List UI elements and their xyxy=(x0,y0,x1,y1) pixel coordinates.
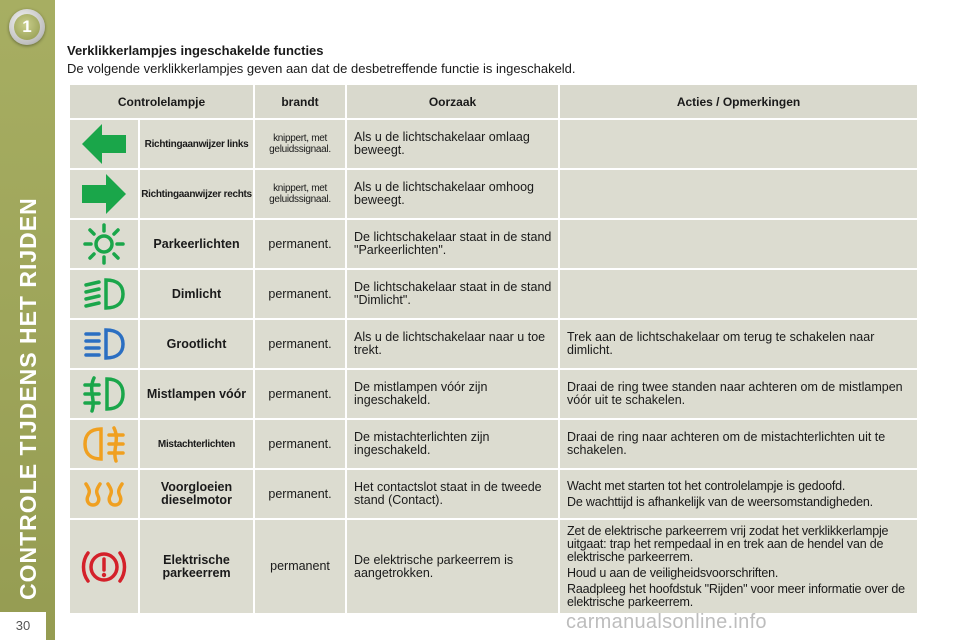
lamp-state: knippert, met geluidssignaal. xyxy=(255,170,345,218)
lamp-icon-cell xyxy=(70,370,138,418)
table-row xyxy=(70,370,917,418)
lamp-actions xyxy=(560,170,917,218)
lamp-icon-cell xyxy=(70,420,138,468)
lamp-name: Grootlicht xyxy=(140,320,253,368)
lamp-name: Mistlampen vóór xyxy=(140,370,253,418)
action-text: Draai de ring naar achteren om de mistachterlichten uit te schakelen. xyxy=(567,430,886,457)
table-row xyxy=(70,220,917,268)
chapter-badge xyxy=(9,9,45,45)
table-row xyxy=(70,120,917,168)
action-text: Wacht met starten tot het controlelampje is gedoofd. xyxy=(567,478,846,493)
lamp-cause: De mistlampen vóór zijn ingeschakeld. xyxy=(347,370,558,418)
lamp-icon-cell xyxy=(70,170,138,218)
lamp-actions xyxy=(560,520,917,613)
chapter-sidebar xyxy=(0,0,55,640)
lamp-state: permanent. xyxy=(255,420,345,468)
lamp-state: permanent. xyxy=(255,270,345,318)
lamp-cause: De elektrische parkeerrem is aangetrokken. xyxy=(347,520,558,613)
lamp-name: Richtingaanwijzer links xyxy=(140,120,253,168)
lamp-name: Voorgloeien dieselmotor xyxy=(140,470,253,518)
lamp-state: permanent. xyxy=(255,370,345,418)
lamp-name: Elektrische parkeerrem xyxy=(140,520,253,613)
lamp-actions xyxy=(560,370,917,418)
action-text: De wachttijd is afhankelijk van de weersomstandigheden. xyxy=(567,494,873,509)
column-header-cause: Oorzaak xyxy=(347,85,558,118)
table-row xyxy=(70,270,917,318)
lamp-actions xyxy=(560,320,917,368)
table-row xyxy=(70,520,917,613)
action-text: Zet de elektrische parkeerrem vrij zodat het verklikkerlampje uitgaat: trap het rempedaal in en trek aan de hendel van de elektrische parkeerrem. xyxy=(567,523,889,564)
lamp-state: permanent xyxy=(255,520,345,613)
lamp-icon-cell xyxy=(70,320,138,368)
lamp-name: Dimlicht xyxy=(140,270,253,318)
front-fog-light-icon xyxy=(82,375,126,413)
lamp-icon-cell xyxy=(70,220,138,268)
watermark: carmanualsonline.info xyxy=(566,611,767,633)
table-row xyxy=(70,320,917,368)
main-beam-icon xyxy=(82,326,126,362)
section-intro: De volgende verklikkerlampjes geven aan dat de desbetreffende functie is ingeschakeld. xyxy=(67,61,576,76)
left-turn-arrow-icon xyxy=(80,122,128,166)
chapter-number: 1 xyxy=(14,14,40,40)
lamp-name: Mistachterlichten xyxy=(140,420,253,468)
section-title: Verklikkerlampjes ingeschakelde functies xyxy=(67,43,324,58)
column-header-lamp: Controlelampje xyxy=(70,85,253,118)
lamp-icon-cell xyxy=(70,270,138,318)
page-number: 30 xyxy=(0,612,46,640)
action-text: Trek aan de lichtschakelaar om terug te schakelen naar dimlicht. xyxy=(567,330,875,357)
parking-light-icon xyxy=(82,222,126,266)
table-header-row xyxy=(70,85,917,118)
lamp-actions xyxy=(560,270,917,318)
lamp-actions xyxy=(560,420,917,468)
table-row xyxy=(70,170,917,218)
lamp-name: Parkeerlichten xyxy=(140,220,253,268)
dipped-beam-icon xyxy=(82,276,126,312)
lamp-cause: Als u de lichtschakelaar omhoog beweegt. xyxy=(347,170,558,218)
lamp-name: Richtingaanwijzer rechts xyxy=(140,170,253,218)
lamp-cause: De mistachterlichten zijn ingeschakeld. xyxy=(347,420,558,468)
lamp-cause: De lichtschakelaar staat in de stand "Parkeerlichten". xyxy=(347,220,558,268)
lamp-icon-cell xyxy=(70,520,138,613)
lamp-cause: Het contactslot staat in de tweede stand (Contact). xyxy=(347,470,558,518)
lamp-cause: Als u de lichtschakelaar omlaag beweegt. xyxy=(347,120,558,168)
lamp-actions xyxy=(560,220,917,268)
table-row xyxy=(70,470,917,518)
parking-brake-icon xyxy=(80,545,128,589)
lamp-icon-cell xyxy=(70,120,138,168)
lamp-state: permanent. xyxy=(255,220,345,268)
lamp-state: permanent. xyxy=(255,320,345,368)
lamp-state: knippert, met geluidssignaal. xyxy=(255,120,345,168)
action-text: Draai de ring twee standen naar achteren om de mistlampen vóór uit te schakelen. xyxy=(567,380,903,407)
column-header-actions: Acties / Opmerkingen xyxy=(560,85,917,118)
lamp-state: permanent. xyxy=(255,470,345,518)
rear-fog-light-icon xyxy=(82,425,126,463)
column-header-state: brandt xyxy=(255,85,345,118)
lamp-actions xyxy=(560,120,917,168)
lamp-cause: De lichtschakelaar staat in de stand "Dimlicht". xyxy=(347,270,558,318)
action-text: Houd u aan de veiligheidsvoorschriften. xyxy=(567,565,779,580)
warning-lamp-table xyxy=(68,83,919,615)
lamp-actions xyxy=(560,470,917,518)
glow-plug-icon xyxy=(82,478,126,510)
lamp-cause: Als u de lichtschakelaar naar u toe trekt. xyxy=(347,320,558,368)
chapter-title: CONTROLE TIJDENS HET RIJDEN xyxy=(15,197,41,600)
lamp-icon-cell xyxy=(70,470,138,518)
right-turn-arrow-icon xyxy=(80,172,128,216)
action-text: Raadpleeg het hoofdstuk "Rijden" voor meer informatie over de elektrische parkeerrem. xyxy=(567,581,905,609)
table-row xyxy=(70,420,917,468)
